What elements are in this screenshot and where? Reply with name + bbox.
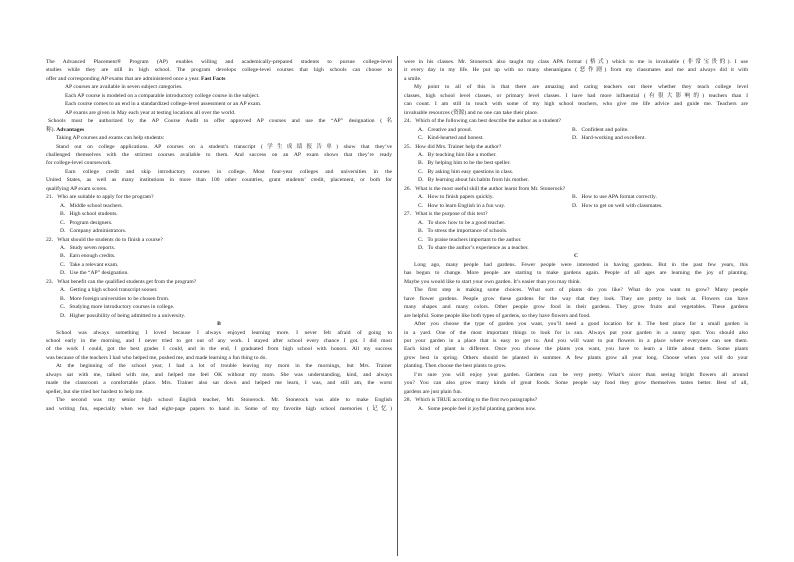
option: D．Hard-working and excellent.: [572, 135, 646, 142]
option: C．Take a relevant exam.: [60, 261, 119, 268]
passage-a-intro: The Advanced Placement® Program (AP) enables willing and academically-prepared students to pursue college-level studies while they are still in high school. The program develops college-level courses that high schools can choose to offer and corresponding AP exams that are administered once a year. Fast Facts: [46, 59, 392, 82]
question-23: 23．What benefit can the qualified students get from the program? A．Getting a high school transcript sooner. B．More foreign universities to be chosen from. C．Studying more introductory courses in college. D．Higher possibility of being admitted to a university.: [46, 278, 392, 320]
column-divider: [397, 56, 398, 556]
option: C．By asking him easy questions in class.: [418, 168, 514, 175]
question-28: 28．Which is TRUE according to the first two paragraphs? A．Some people feel it joyful planting gardens now.: [404, 396, 748, 413]
option: A．By teaching him like a mother.: [418, 151, 497, 158]
question-26: 26．What is the most useful skill the author learnt from Mr. Stonerock? A．How to finish papers quickly. B．How to use APA format correctly. C．How to learn English in a fun way. D．How to get on well with classmates.: [404, 185, 663, 209]
passage-c-paragraph-4: I’m sure you will enjoy your garden. Gardens can be very pretty. What’s nicer than seeing bright flowers all around you? You can also grow many kinds of great foods. Some people say food they grow themselves tastes better. Best of all, gardens are just plain fun.: [404, 371, 748, 395]
passage-b-paragraph-1: School was always something I loved because I always enjoyed learning more. I never felt afraid of going to school early in the morning, and I never tried to get out of any work. I stayed after school every chance I got. I did most of the work I could, got the best grades I could, and in the end, I graduated from high school with honors. All my success was because of the teachers I had who helped me, pushed me, and made learning a fun thing to do.: [46, 329, 392, 361]
option: A．Study seven reports.: [60, 244, 116, 251]
section-b-heading: B: [217, 321, 221, 328]
option: A．Getting a high school transcript sooner.: [60, 287, 158, 294]
advantages-heading: Advantages: [56, 126, 85, 133]
option: B．More foreign universities to be chosen from.: [60, 295, 170, 302]
audit-paragraph: Schools must be authorized by the AP Course Audit to offer approved AP courses and use the “AP” designation (名 称). Advantages: [46, 118, 392, 133]
question-21: 21．Who are suitable to apply for the program? A．Middle school teachers. B．High school students. C．Program designers. D．Company administrators.: [46, 193, 392, 235]
option: B．To stress the importance of schools.: [418, 228, 508, 235]
passage-b-paragraph-2: At the beginning of the school year, I had a lot of trouble leaving my mom in the mornings, but Mrs. Trainer always sat with me, talked with me, and helped me feel OK without my mom. She was understanding, kind, and always made the classroom a comfortable place. Mrs. Trainer also sat down and helped me learn, I was, and still am, the worst speller, but she tried her hardest to help me.: [46, 363, 392, 395]
option: D．Use the “AP” designation.: [60, 270, 129, 277]
option: A．Creative and proud.: [418, 126, 472, 133]
question-27: 27．What is the purpose of this text? A．To show how to be a good teacher. B．To stress the importance of schools. C．To praise teachers important to the author. D．To share the author’s experience as a teacher.: [404, 210, 748, 252]
option: C．Program designers.: [60, 219, 113, 226]
fast-facts-heading: Fast Facts: [201, 75, 226, 82]
earn-credit-paragraph: Earn college credit and skip introductory courses in college. Most four-year colleges and universities in the United States, as well as many institutions in more than 100 other countries, grant students’ credit, placement, or both for qualifying AP exam scores.: [46, 168, 392, 192]
option: B．High school students.: [60, 211, 118, 218]
passage-b-paragraph-3: The second was my senior high school English teacher, Mr. Stonerock. Mr. Stonerock was able to make English and writing fun, especially when we had eight-page papers to hand in. Some of my favorite high school memories (记忆): [46, 397, 392, 412]
option: C．Studying more introductory courses in college.: [60, 304, 175, 311]
option: B．By helping him to be the best speller.: [418, 160, 511, 167]
option: B．Earn enough credits.: [60, 253, 116, 260]
option: A．How to finish papers quickly.: [418, 194, 494, 201]
fast-facts-list: AP courses are available in seven subject categories. Each AP course is modeled on a comparable introductory college course in the subject. Each course comes to an end in a standardized college-level assessment or an AP exam. AP exams are given in May each year at testing locations all over the world.: [65, 84, 262, 116]
option: D．Higher possibility of being admitted to a university.: [60, 312, 186, 319]
option: D．To share the author’s experience as a teacher.: [418, 244, 529, 251]
option: B．Confident and polite.: [572, 126, 629, 133]
option: A．Middle school teachers.: [60, 202, 123, 209]
passage-b-paragraph-3-continued: were in his classes. Mr. Stonerock also taught my class APA format (格式) which to me is invaluable (非常宝贵的). I use it every day in my life. He put up with so many shenanigans (恶作剧) from my classmates and me and always did it with a smile.: [404, 59, 748, 82]
question-24: 24．Which of the following can best describe the author as a student? A．Creative and proud. B．Confident and polite. C．Kind-hearted and honest. D．Hard-working and excellent.: [404, 118, 646, 142]
option: D．How to get on well with classmates.: [572, 202, 663, 209]
question-22: 22．What should the students do to finish a course? A．Study seven reports. B．Earn enough credits. C．Take a relevant exam. D．Use the “AP” designation.: [46, 236, 392, 278]
advantages-intro: Taking AP courses and exams can help students:: [56, 135, 165, 142]
passage-c-paragraph-1: Long ago, many people had gardens. Fewer people were interested in having gardens. But in the past few years, this has begun to change. More people are starting to make gardens again. People of all ages are learning the joy of planting. Maybe you would like to start your own garden. It’s easier than you may think.: [404, 261, 748, 285]
option: B．How to use APA format correctly.: [572, 194, 657, 201]
option: C．How to learn English in a fun way.: [418, 202, 506, 209]
option: C．To praise teachers important to the author.: [418, 236, 522, 243]
stand-out-paragraph: Stand out on college applications. AP courses on a student’s transcript (学生成绩报告单) show that they’ve challenged themselves with the strictest courses available to them. And success on an AP exam shows that they’re ready for college-level coursework.: [46, 143, 392, 167]
option: A．Some people feel it joyful planting gardens now.: [418, 405, 537, 412]
option: C．Kind-hearted and honest.: [418, 135, 484, 142]
right-column: [404, 58, 748, 413]
option: D．By learning about his habits from his mother.: [418, 177, 529, 184]
passage-c-paragraph-2: The first step is making some choices. What sort of plants do you like? What do you want to grow? Many people have flower gardens. People grow these gardens for the way that they look. They are pretty to look at. Flowers can have many shapes and many colors. Other people grow food in their gardens. They grow fruits and vegetables. These gardens are helpful. Some people like both types of gardens, so they have flowers and food.: [404, 287, 748, 319]
option: A．To show how to be a good teacher.: [418, 219, 506, 226]
left-column: [46, 58, 392, 413]
passage-b-paragraph-4: My point to all of this is that there are amazing and caring teachers out there whether they teach college level classes, high school level classes, or primary level classes. I have had more influential (有很大影响的) teachers than I can count. I am still in touch with some of my high school teachers, who give me life advice and guide me. Teachers are invaluable resources (资源) and no one can take their place.: [404, 84, 748, 116]
section-c-heading: C: [573, 253, 579, 260]
question-25: 25．How did Mrs. Trainer help the author? A．By teaching him like a mother. B．By helping him to be the best speller. C．By asking him easy questions in class. D．By learning about his habits from his mother.: [404, 143, 748, 185]
passage-c-paragraph-3: After you choose the type of garden you want, you’ll need a good location for it. The best place for a small garden is in a yard. One of the most important things to look for is sun. Always put your garden in a sunny spot. You should also put your garden in a place that is easy to get to. And you will want to put flowers in a place where everyone can see them. Each kind of plant is different. Once you choose the plants you want, you have to learn a little about them. Some plants grow best in spring. Others should be planted in summer. A few plants grow all year long. Choose when you will do your planting. Then choose the best plants to grow.: [404, 321, 748, 370]
option: D．Company administrators.: [60, 228, 127, 235]
